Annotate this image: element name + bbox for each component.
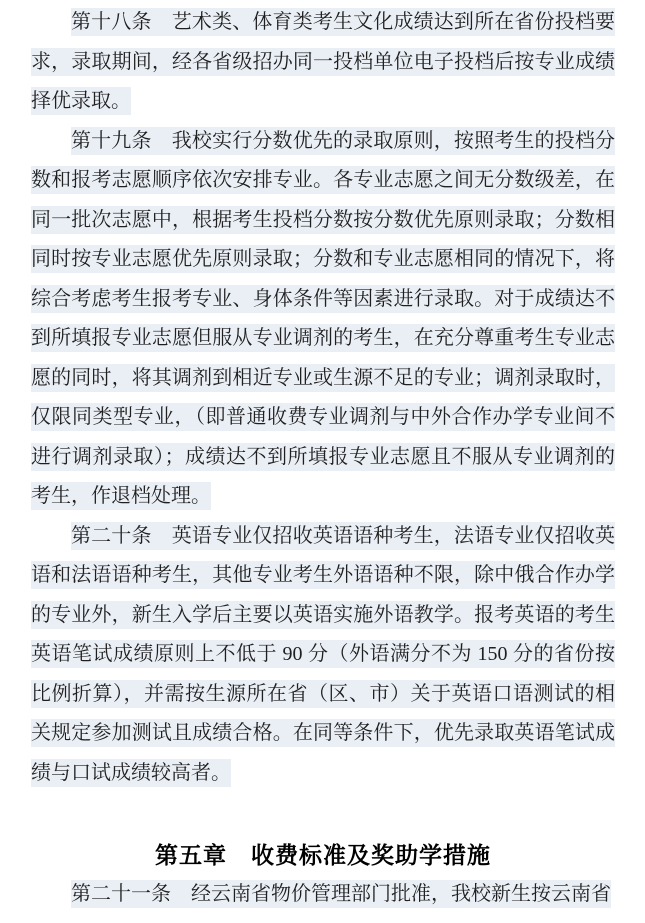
chapter-5-heading [31,835,615,875]
paragraph-text: 第十九条 我校实行分数优先的录取原则，按照考生的投档分数和报考志愿顺序依次安排专业。各专业志愿之间无分数级差，在同一批次志愿中，根据考生投档分数按分数优先原则录取；分数相同时按专业志愿优先原则录取；分数和专业志愿相同的情况下，将综合考虑考生报考专业、身体条件等因素进行录取。对于成绩达不到所填报专业志愿但服从专业调剂的考生，在充分尊重考生专业志愿的同时，将其调剂到相近专业或生源不足的专业；调剂录取时，仅限同类型专业，（即普通收费专业调剂与中外合作办学专业间不进行调剂录取）；成绩达不到所填报专业志愿且不服从专业调剂的考生，作退档处理。 [31,127,615,511]
paragraph-article-20 [31,517,615,794]
paragraph-article-18 [31,3,615,122]
paragraph-text: 第二十一条 经云南省物价管理部门批准，我校新生按云南省 [71,880,611,908]
paragraph-text: 第二十条 英语专业仅招收英语语种考生，法语专业仅招收英语和法语语种考生，其他专业考生外语语种不限，除中俄合作办学的专业外，新生入学后主要以英语实施外语教学。报考英语的考生英语笔试成绩原则上不低于 90 分（外语满分不为 150 分的省份按比例折算），并需按生源所在省（区、市）关于英语口语测试的相关规定参加测试且成绩合格。在同等条件下，优先录取英语笔试成绩与口试成绩较高者。 [31,522,615,787]
document-page [31,3,615,915]
paragraph-article-21 [31,875,615,915]
paragraph-article-19 [31,122,615,517]
paragraph-text: 第十八条 艺术类、体育类考生文化成绩达到所在省份投档要求，录取期间，经各省级招办同一投档单位电子投档后按专业成绩择优录取。 [31,8,615,115]
heading-text: 第五章 收费标准及奖助学措施 [155,842,491,868]
